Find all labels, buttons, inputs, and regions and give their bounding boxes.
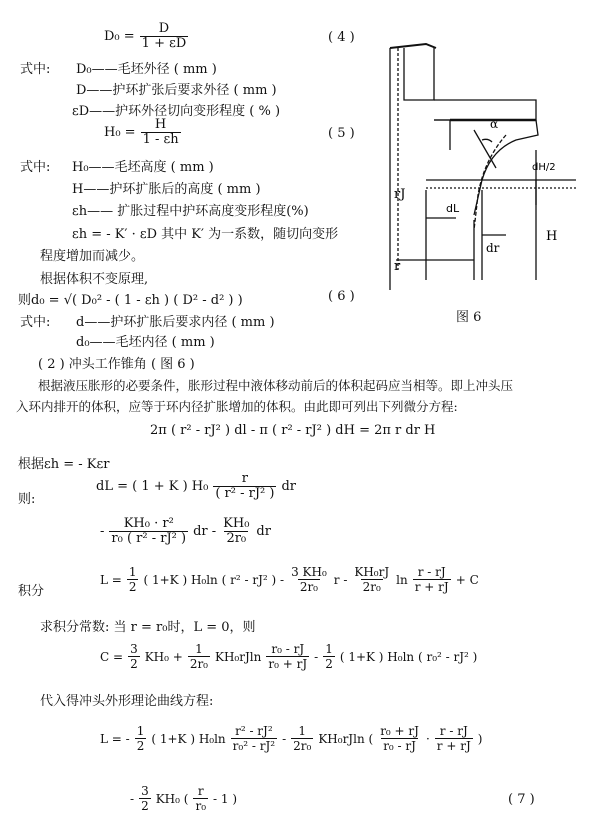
diff-equation: 2π ( r² - rJ² ) dl - π ( r² - rJ² ) dH = 2π r dr H — [150, 423, 436, 438]
where3-item: d₀——毛坯内径 ( mm ) — [76, 335, 215, 350]
figure-label-alpha: α — [490, 117, 499, 131]
volume-principle: 根据体积不变原理, — [40, 272, 149, 287]
eq6: 则d₀ = √( D₀² - ( 1 - εh ) ( D² - d² ) ) — [18, 293, 243, 308]
paragraph-line: 根据液压胀形的必要条件，胀形过程中液体移动前后的体积起码应当相等。即上冲头压 — [38, 378, 514, 393]
figure-label-rJ: rJ — [394, 187, 406, 202]
final-equation-line2: - $\frac{3}{2}$ KH₀ ( $\frac{r}{\text{r₀}}$ - 1 ) — [130, 784, 237, 813]
C-equation: C = $\frac{3}{2}$ KH₀ + $\frac{1}{\text{2r₀}}$ KH₀rJln $\frac{\text{r₀ - rJ}}{\text{r₀ + rJ}}$ - $\frac{1}{2}$ ( 1+K ) H₀ln ( r₀² - rJ² ) — [100, 642, 478, 671]
integral-equation: L = $\frac{1}{2}$ ( 1+K ) H₀ln ( r² - rJ² ) - $\frac{\text{3 KH₀}}{\text{2r₀}}$ r - $\frac{\text{KH₀rJ}}{\text{2r₀}}$ ln $\frac{r - rJ}{r + rJ}$ + C — [100, 565, 479, 594]
where2-item: 程度增加而减少。 — [40, 249, 145, 264]
figure-label-dL: dL — [446, 202, 460, 215]
where1-item: D₀——毛坯外径 ( mm ) — [76, 62, 217, 77]
where2-item: H——护环扩胀后的高度 ( mm ) — [72, 182, 261, 197]
where1-item: εD——护环外径切向变形程度 ( % ) — [72, 104, 281, 119]
where2-item: εh = - K′ · εD 其中 K′ 为一系数，随切向变形 — [72, 227, 339, 242]
section-heading: ( 2 ) 冲头工作锥角 ( 图 6 ) — [38, 357, 195, 372]
figure-caption: 图 6 — [456, 310, 482, 325]
eq4-fraction: $\frac{D}{1 + \varepsilon D}$ — [141, 21, 187, 51]
where2-item: H₀——毛坯高度 ( mm ) — [72, 160, 214, 175]
where1-item: D——护环扩张后要求外径 ( mm ) — [76, 83, 277, 98]
eq6-number: ( 6 ) — [328, 289, 355, 304]
substitute-text: 代入得冲头外形理论曲线方程: — [40, 694, 214, 709]
eps-relation: 根据εh = - Kεr — [18, 457, 110, 472]
figure-label-dr: dr — [486, 241, 500, 255]
where3-prefix: 式中: — [20, 315, 51, 330]
eq4: D₀ = $\frac{D}{1 + \varepsilon D}$ — [104, 21, 187, 51]
eq5: H₀ = $\frac{H}{1 - \varepsilon h}$ — [104, 117, 179, 147]
integral-label: 积分 — [18, 584, 45, 599]
figure-label-dH: dH/2 — [532, 162, 556, 173]
figure-label-r: r — [394, 259, 401, 274]
figure-6-diagram — [386, 30, 586, 300]
where3-item: d——护环扩胀后要求内径 ( mm ) — [76, 315, 275, 330]
eq7-number: ( 7 ) — [508, 792, 535, 807]
eq4-number: ( 4 ) — [328, 30, 355, 45]
final-equation-line1: L = - $\frac{1}{2}$ ( 1+K ) H₀ln $\frac{\text{r² - rJ²}}{\text{r₀² - rJ²}}$ - $\frac{1}{\text{2r₀}}$ KH₀rJln ( $\frac{\text{r₀ + rJ}}{\text{r₀ - rJ}}$ · $\frac{r - rJ}{r + rJ}$ ) — [100, 724, 483, 753]
then-label: 则: — [18, 492, 36, 507]
figure-label-H: H — [546, 229, 558, 244]
dL-line1: dL = ( 1 + K ) H₀ $\frac{r}{\text{( r² - rJ² )}}$ dr — [96, 471, 297, 501]
dL-line2: - $\frac{\text{KH₀ · r²}}{\text{r₀ ( r² - rJ² )}}$ dr - $\frac{\text{KH₀}}{\text{2r₀}}$ dr — [100, 516, 271, 546]
const-text: 求积分常数: 当 r = r₀时，L = 0，则 — [40, 620, 256, 635]
where2-item: εh—— 扩胀过程中护环高度变形程度(%) — [72, 204, 309, 219]
eq5-number: ( 5 ) — [328, 126, 355, 141]
where1-prefix: 式中: — [20, 62, 51, 77]
paragraph-line: 入环内排开的体积，应等于环内径扩胀增加的体积。由此即可列出下列微分方程: — [16, 399, 458, 414]
eq5-fraction: $\frac{H}{1 - \varepsilon h}$ — [142, 117, 179, 147]
where2-prefix: 式中: — [20, 160, 51, 175]
